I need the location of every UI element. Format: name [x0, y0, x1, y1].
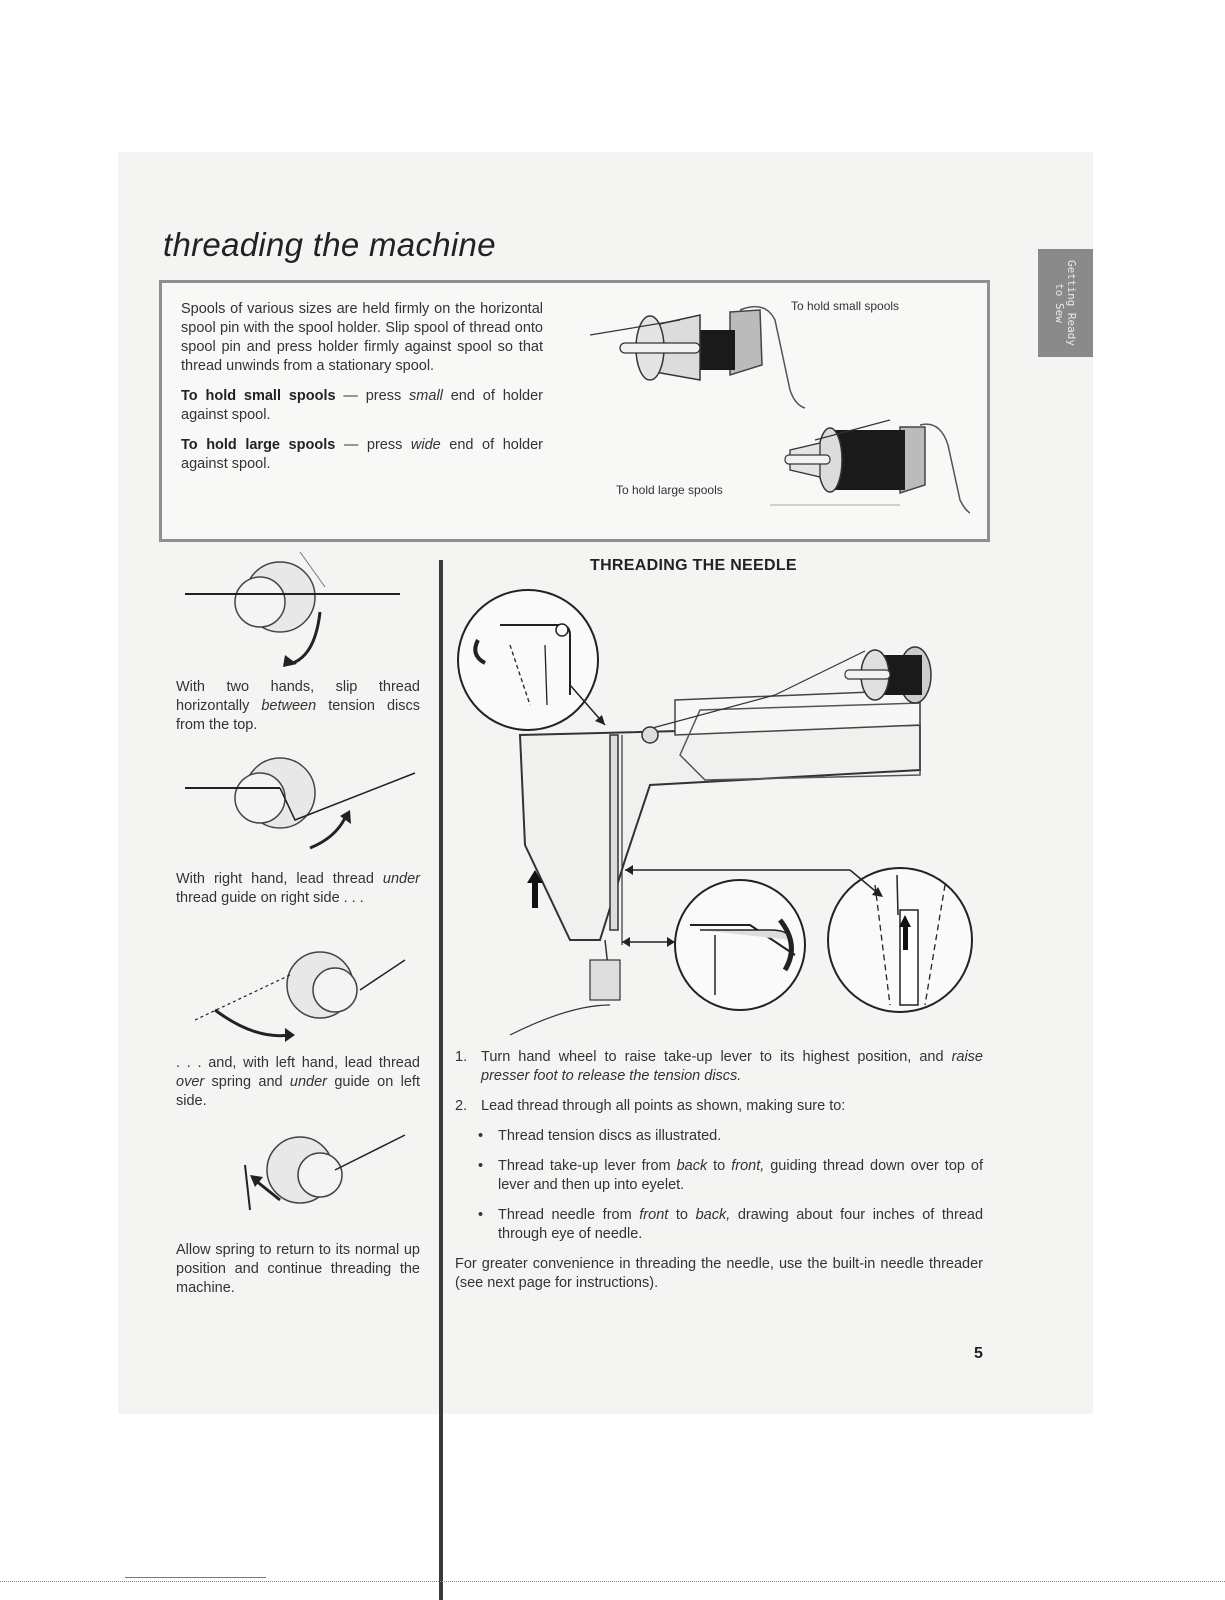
instruction-bullet-3: • Thread needle from front to back, drawing about four inches of thread through eye of needle. — [472, 1206, 983, 1244]
section-tab[interactable] — [1038, 249, 1093, 357]
large-spools-caption: To hold large spools — [616, 483, 723, 497]
page-title: threading the machine — [163, 226, 496, 263]
small-spools-caption: To hold small spools — [791, 299, 900, 313]
large-spool-illustration — [770, 415, 970, 515]
small-spool-instruction: To hold small spools — press small end of holder against spool. — [181, 388, 543, 423]
tension-disc-step-4 — [225, 1125, 410, 1225]
footer-link-underline[interactable] — [125, 1577, 266, 1578]
tension-disc-step-1 — [185, 552, 410, 667]
step-4-caption: Allow spring to return to its normal up position and continue threading the machine. — [176, 1242, 420, 1296]
large-spool-instruction: To hold large spools — press wide end of holder against spool. — [181, 437, 544, 472]
small-spool-illustration — [590, 290, 820, 410]
step-3-caption: . . . and, with left hand, lead thread over spring and under guide on left side. — [176, 1055, 420, 1109]
threading-instructions — [455, 1048, 983, 1293]
section-tab-line-1: Getting Ready — [1065, 259, 1078, 347]
instruction-bullet-1: • Thread tension discs as illustrated. — [472, 1127, 983, 1146]
page-bottom-divider — [0, 1581, 1225, 1582]
tension-disc-step-2 — [185, 748, 420, 863]
threading-needle-heading: THREADING THE NEEDLE — [590, 557, 797, 574]
spool-intro: Spools of various sizes are held firmly on the horizontal spool pin with the spool holder. Slip spool of thread onto spool pin and press holder firmly against spool so that thread unwinds from a stationary spool. — [181, 301, 543, 374]
tension-disc-step-3 — [195, 940, 410, 1050]
page-number: 5 — [974, 1345, 983, 1362]
needle-threading-illustration — [450, 585, 980, 1040]
column-divider — [439, 560, 443, 1600]
instruction-2: 2. Lead thread through all points as shown, making sure to: — [455, 1098, 846, 1114]
instruction-1: 1. Turn hand wheel to raise take-up lever to its highest position, and raise presser foot to release the tension discs. — [455, 1049, 983, 1084]
step-2-caption: With right hand, lead thread under thread guide on right side . . . — [176, 871, 420, 906]
spool-holder-text — [181, 300, 543, 485]
section-tab-line-2: to Sew — [1053, 283, 1066, 323]
instruction-bullet-2: • Thread take-up lever from back to front, guiding thread down over top of lever and then up into eyelet. — [472, 1157, 983, 1195]
needle-threader-note: For greater convenience in threading the needle, use the built-in needle threader (see next page for instructions). — [455, 1256, 983, 1291]
step-1-caption: With two hands, slip thread horizontally between tension discs from the top. — [176, 679, 420, 733]
